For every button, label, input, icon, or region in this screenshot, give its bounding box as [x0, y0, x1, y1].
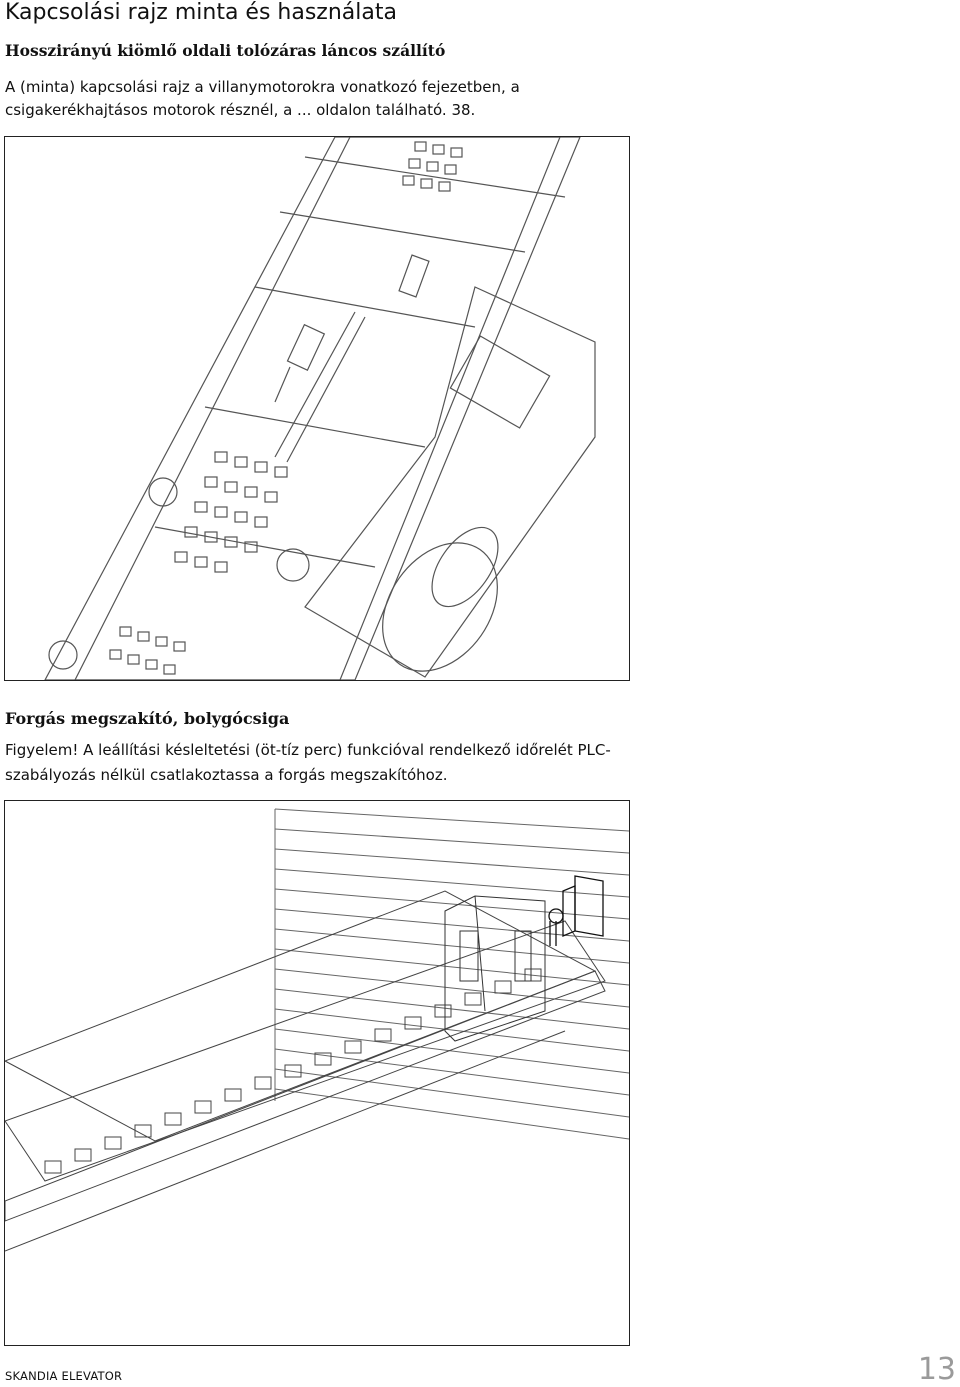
inductive-sensor-1 — [275, 325, 324, 402]
warning-paragraph: Figyelem! A leállítási késleltetési (öt-tíz perc) funkcióval rendelkező időrelét PLC-szabályozás nélkül csatlakoztassa a forgás megszakítóhoz. — [5, 741, 611, 784]
conveyor-body — [45, 137, 580, 680]
access-cap-2 — [277, 549, 309, 581]
gear-motor-housing — [305, 287, 595, 677]
page-subtitle: Hosszirányú kiömlő oldali tolózáras láncos szállító — [5, 41, 446, 60]
access-cap-1 — [149, 478, 177, 506]
page-title: Kapcsolási rajz minta és használata — [5, 0, 397, 25]
conveyor-slide-gate-drawing — [4, 136, 630, 681]
hole-pattern-2 — [403, 142, 462, 191]
rack-gear — [275, 312, 365, 462]
conveyor-drawing-svg — [5, 137, 629, 680]
rotation-monitor-svg — [5, 801, 629, 1345]
rotation-sensor-bracket — [549, 876, 603, 946]
hole-pattern-3 — [110, 627, 185, 674]
section-title: Forgás megszakító, bolygócsiga — [5, 709, 290, 728]
hole-pattern-1 — [175, 452, 287, 572]
intro-paragraph: A (minta) kapcsolási rajz a villanymotorokra vonatkozó fejezetben, a csigakerékhajtásos motorok résznél, a ... oldalon található. 38. — [5, 78, 520, 119]
page-number: 13 — [917, 1352, 956, 1387]
rotation-monitor-drawing — [4, 800, 630, 1346]
inductive-sensor-2 — [399, 255, 429, 297]
footer-brand: SKANDIA ELEVATOR — [5, 1369, 123, 1383]
wall-slats — [275, 809, 629, 1139]
